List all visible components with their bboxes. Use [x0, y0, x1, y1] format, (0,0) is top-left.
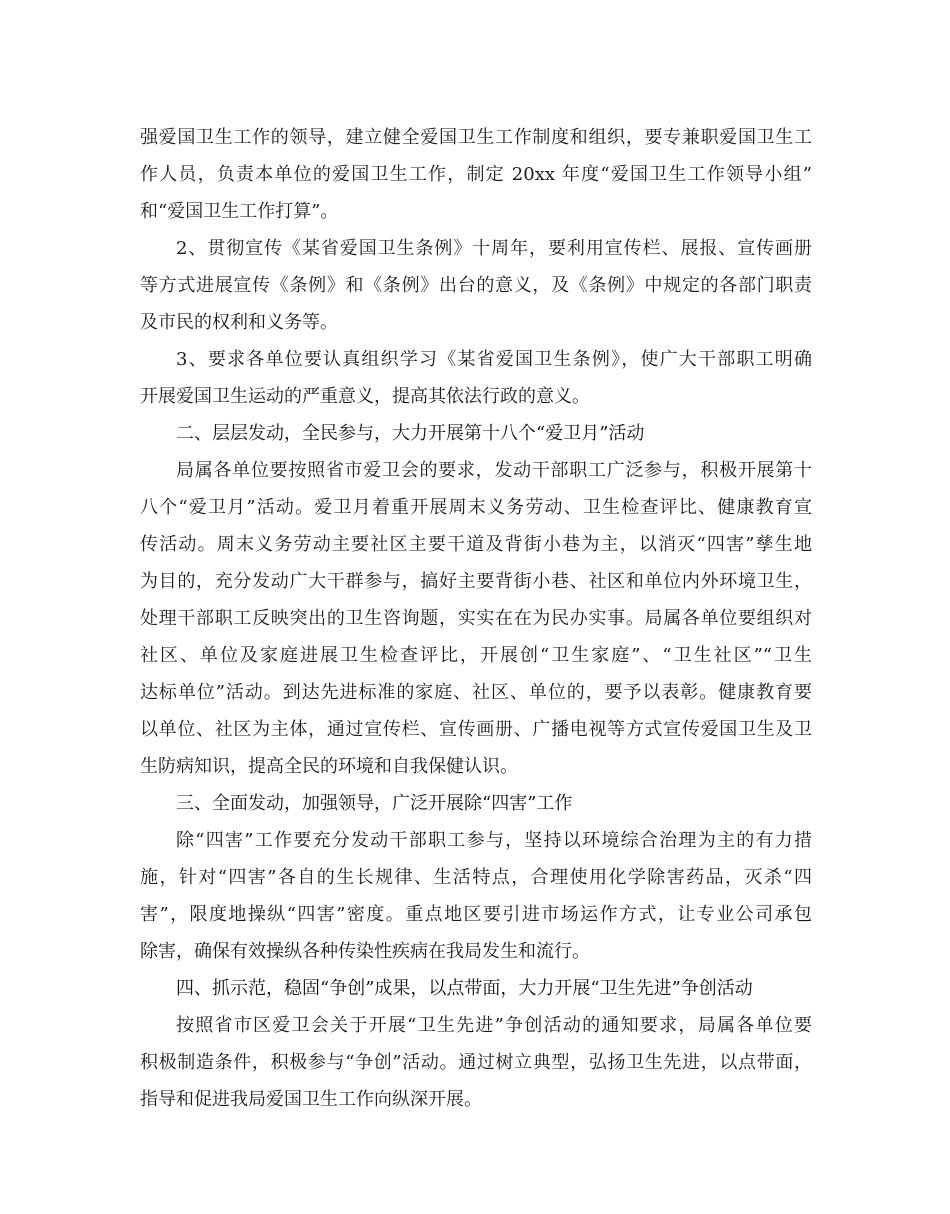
text-line: 强爱国卫生工作的领导，建立健全爱国卫生工作制度和组织，要专兼职爱国卫生工	[140, 127, 812, 148]
text-line: 作人员，负责本单位的爱国卫生工作，制定 20xx 年度“爱国卫生工作领导小组”	[140, 164, 812, 185]
text-line: 及市民的权利和义务等。	[140, 312, 338, 333]
text-line: 以单位、社区为主体，通过宣传栏、宣传画册、广播电视等方式宣传爱国卫生及卫	[140, 719, 812, 740]
text-line: 社区、单位及家庭进展卫生检查评比，开展创“卫生家庭”、“卫生社区”“卫生	[140, 645, 812, 666]
text-line: 处理干部职工反映突出的卫生咨询题，实实在在为民办实事。局属各单位要组织对	[140, 608, 812, 629]
text-line: 开展爱国卫生运动的严重意义，提高其依法行政的意义。	[140, 386, 590, 407]
text-line: 生防病知识，提高全民的环境和自我保健认识。	[140, 756, 518, 777]
document-body	[140, 119, 812, 1118]
paragraph-first-line: 2、贯彻宣传《某省爱国卫生条例》十周年，要利用宣传栏、展报、宣传画册	[176, 238, 812, 259]
text-line: 除害，确保有效操纵各种传染性疾病在我局发生和流行。	[140, 941, 590, 962]
section-heading: 四、抓示范，稳固“争创”成果，以点带面，大力开展“卫生先进”争创活动	[176, 978, 753, 999]
text-line: 指导和促进我局爱国卫生工作向纵深开展。	[140, 1089, 482, 1110]
paragraph-first-line: 除“四害”工作要充分发动干部职工参与，坚持以环境综合治理为主的有力措	[176, 830, 812, 851]
paragraph-first-line: 3、要求各单位要认真组织学习《某省爱国卫生条例》，使广大干部职工明确	[176, 349, 812, 370]
text-line: 施，针对“四害”各自的生长规律、生活特点，合理使用化学除害药品，灭杀“四	[140, 867, 812, 888]
text-line: 等方式进展宣传《条例》和《条例》出台的意义，及《条例》中规定的各部门职责	[140, 275, 812, 296]
section-heading: 二、层层发动，全民参与，大力开展第十八个“爱卫月”活动	[176, 423, 645, 444]
text-line: 害”，限度地操纵“四害”密度。重点地区要引进市场运作方式，让专业公司承包	[140, 904, 812, 925]
text-line: 为目的，充分发动广大干群参与，搞好主要背街小巷、社区和单位内外环境卫生，	[140, 571, 812, 592]
paragraph-first-line: 按照省市区爱卫会关于开展“卫生先进”争创活动的通知要求，局属各单位要	[176, 1015, 812, 1036]
paragraph-first-line: 局属各单位要按照省市爱卫会的要求，发动干部职工广泛参与，积极开展第十	[176, 460, 812, 481]
section-heading: 三、全面发动，加强领导，广泛开展除“四害”工作	[176, 793, 573, 814]
text-line: 八个“爱卫月”活动。爱卫月着重开展周末义务劳动、卫生检查评比、健康教育宣	[140, 497, 812, 518]
text-line: 达标单位”活动。到达先进标准的家庭、社区、单位的，要予以表彰。健康教育要	[140, 682, 812, 703]
text-line: 和“爱国卫生工作打算”。	[140, 201, 339, 222]
text-line: 传活动。周末义务劳动主要社区主要干道及背街小巷为主，以消灭“四害”孳生地	[140, 534, 812, 555]
text-line: 积极制造条件，积极参与“争创”活动。通过树立典型，弘扬卫生先进，以点带面，	[140, 1052, 812, 1073]
